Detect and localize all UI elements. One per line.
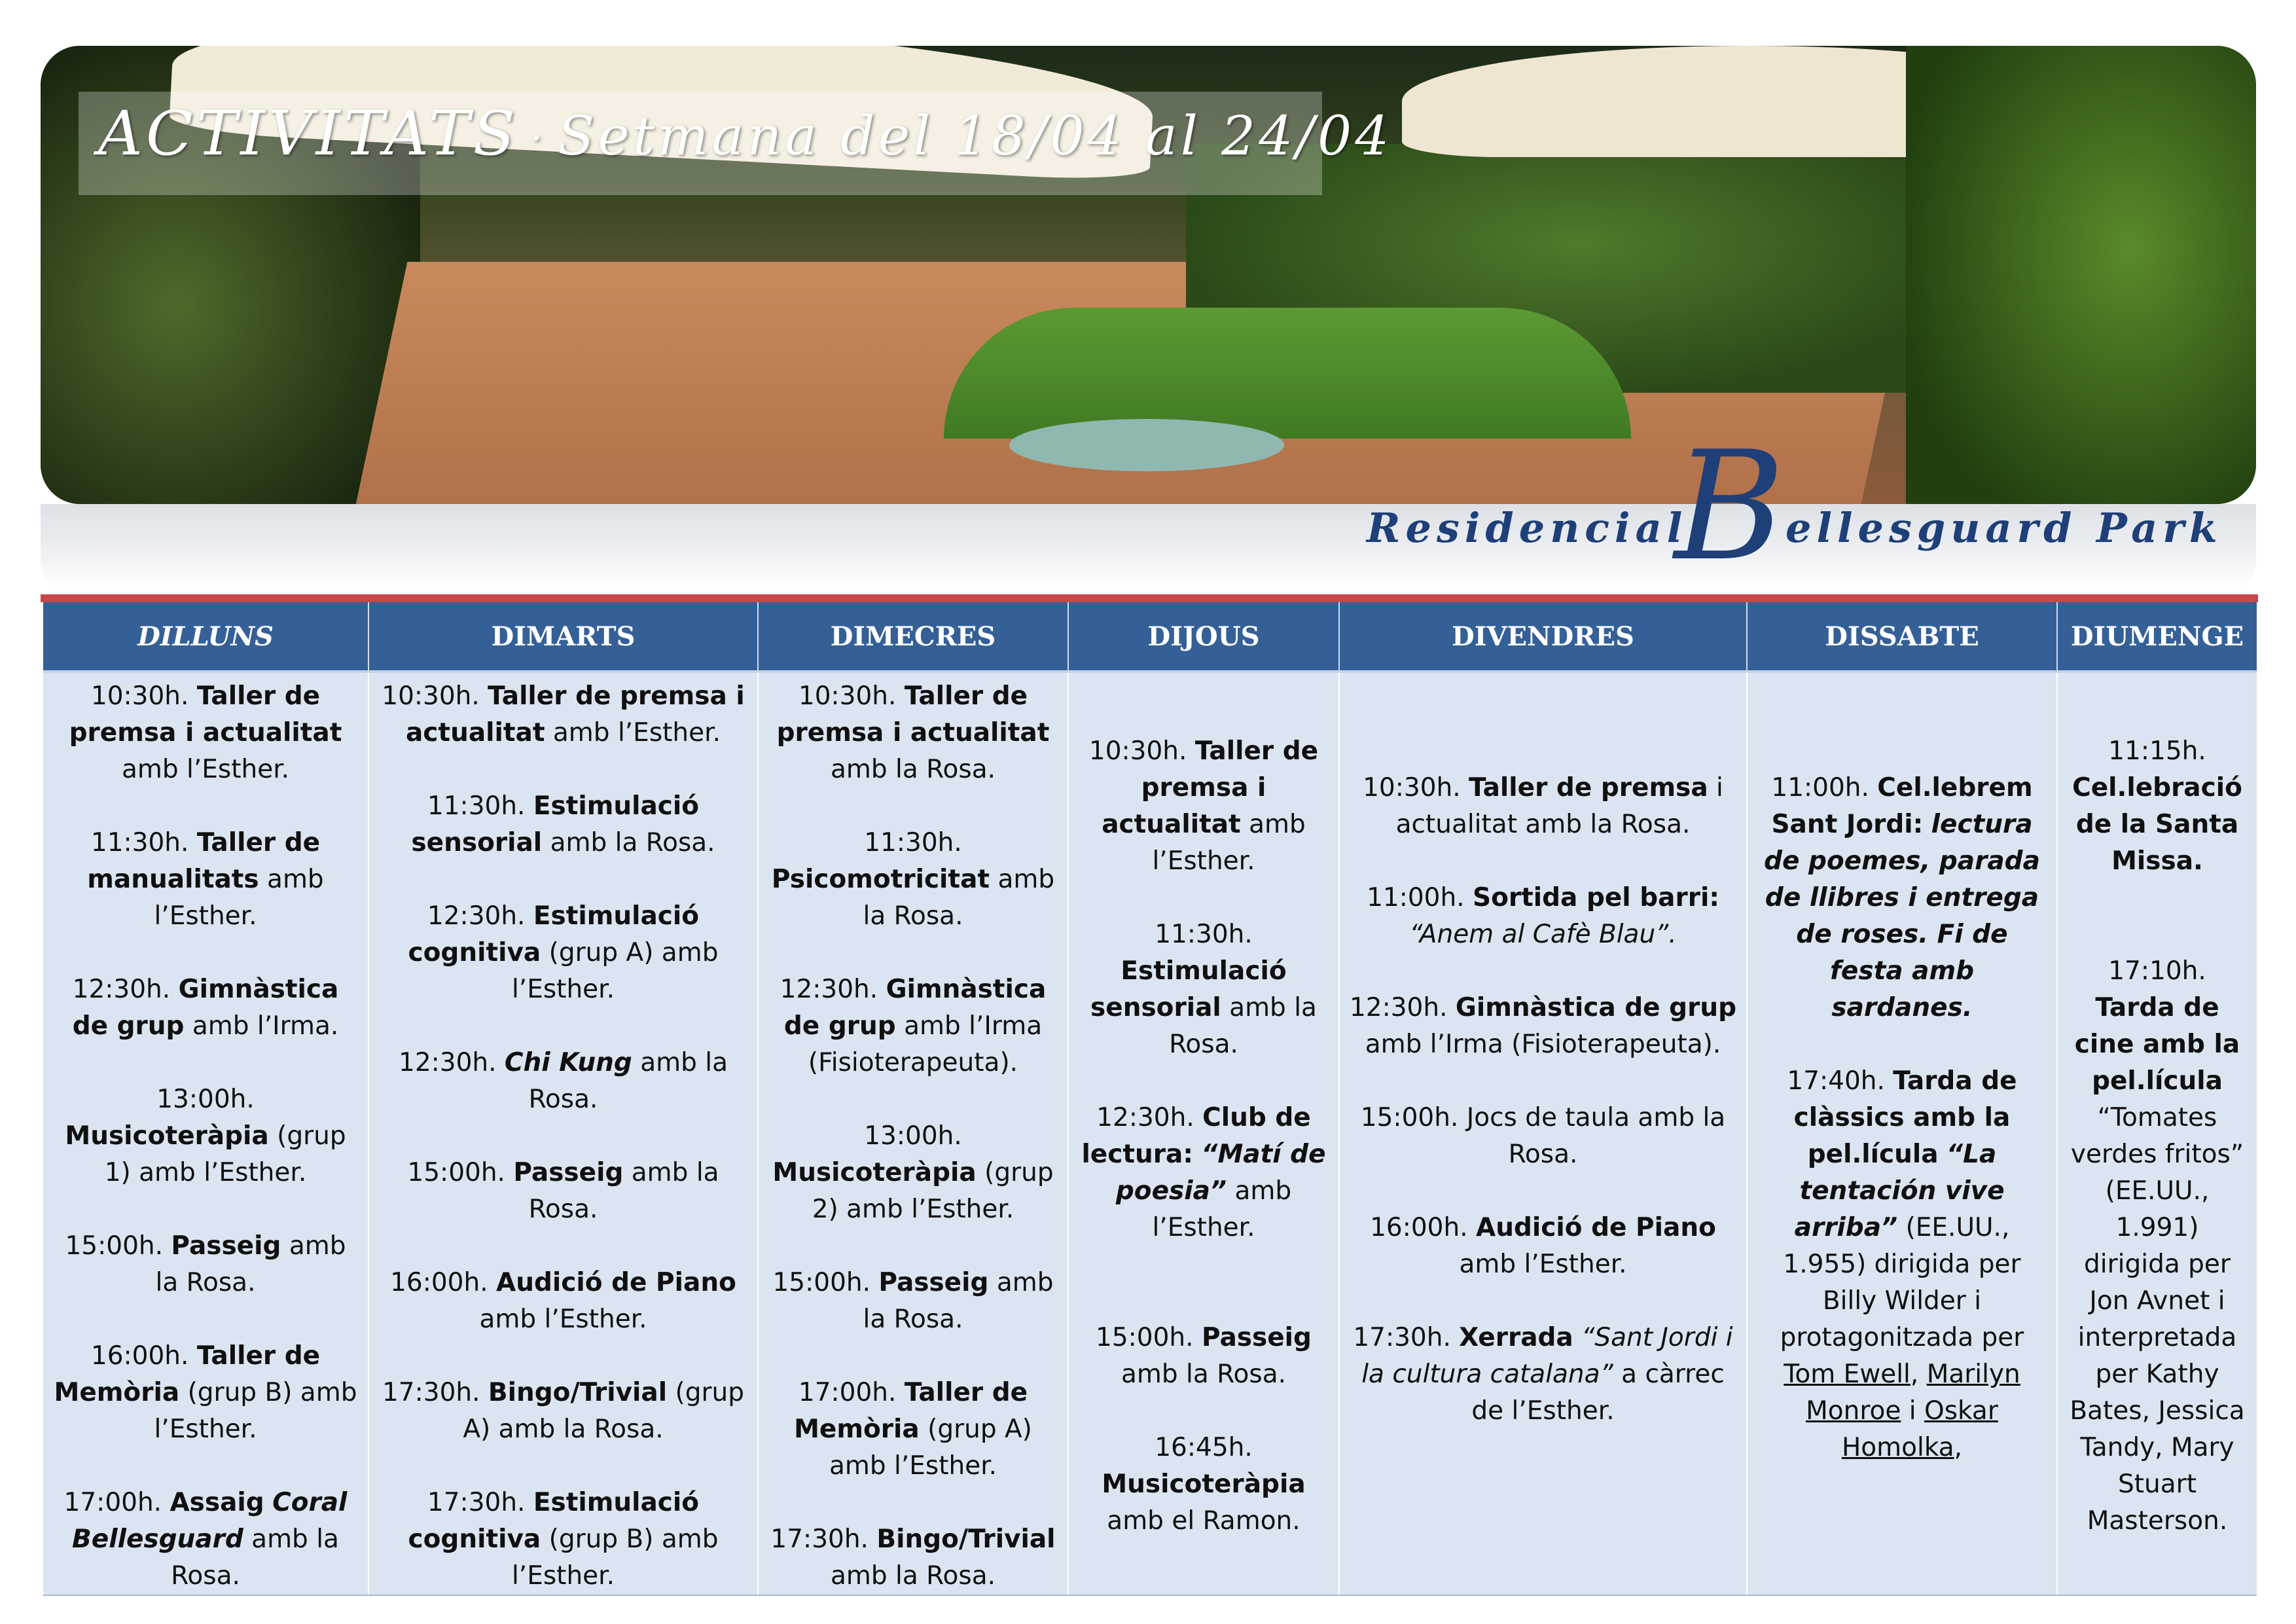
activity-name: Tarda de clàssics amb la pel.lícula [1793,1066,2017,1169]
activity-time: 15:00h. [772,1268,870,1297]
activity-name: Taller de Memòria [794,1378,1028,1444]
activity-name: Bingo/Trivial [488,1378,668,1407]
activity-time: 13:00h. [864,1121,962,1151]
activity-name: Taller de Memòria [54,1341,321,1407]
activity-time: 17:40h. [1787,1066,1885,1096]
activity-detail: amb la Rosa. [171,1525,339,1591]
activity-item [1349,770,1737,843]
accent-line [41,594,2258,602]
day-cell-diumenge [2057,672,2257,1595]
schedule-row [43,672,2257,1595]
day-cell-dimecres [758,672,1068,1595]
activity-item [378,788,748,861]
activity-name: Cel.lebrem Sant Jordi: [1771,773,2033,839]
activity-item [2067,733,2248,880]
activity-name: Estimulació sensorial [1090,956,1287,1022]
activity-time: 11:30h. [864,828,962,857]
activity-item [1757,770,2047,1026]
activity-time: 16:45h. [1155,1433,1253,1462]
day-header-row [43,602,2257,672]
activity-name-italic: lectura de poemes, parada de llibres i entrega de roses. Fi de festa amb sardanes. [1764,810,2040,1022]
activity-name: Taller de premsa i actualitat [69,681,342,748]
activity-detail: Jocs de taula amb la Rosa. [1466,1103,1726,1169]
activity-item [378,1045,748,1118]
activity-item [52,825,359,935]
activity-time: 17:00h. [63,1488,162,1517]
activity-item [52,1228,359,1301]
activity-detail: “Tomates verdes fritos” (EE.UU., 1.991) dirigida per Jon Avnet i interpretada per Kathy Bates, Jessica Tandy, Mary Stuart Masterson. [2070,1103,2245,1536]
activity-item [768,1521,1058,1595]
day-header: DISSABTE [1747,602,2057,672]
activity-item [1078,1320,1329,1393]
activity-item [768,825,1058,935]
activity-detail: amb la Rosa. [1169,993,1317,1059]
activity-detail: amb l’Esther. [154,865,324,931]
activity-time: 15:00h. [65,1231,163,1261]
activity-name: Musicoteràpia [65,1121,269,1151]
activity-item [378,1375,748,1448]
activity-detail: (grup A) amb la Rosa. [463,1378,745,1444]
activity-name: Cel.lebració de la Santa Missa. [2072,773,2242,876]
activity-item [1078,733,1329,880]
activity-name: Taller de premsa i actualitat [776,681,1050,748]
day-cell-dijous [1068,672,1339,1595]
activity-time: 15:00h. [407,1158,505,1187]
activity-name: Gimnàstica de grup [1455,993,1737,1022]
activity-time: 11:00h. [1367,883,1465,912]
activity-name: Estimulació sensorial [411,791,700,857]
activity-name: Taller de manualitats [87,828,321,894]
activity-time: 17:30h. [382,1378,480,1407]
activity-name: Gimnàstica de grup [783,975,1047,1041]
activity-time: 12:30h. [780,975,878,1004]
activity-detail: amb la Rosa. [831,1561,996,1591]
day-header: DIJOUS [1068,602,1339,672]
activity-detail: amb l’Irma (Fisioterapeuta). [1365,1030,1721,1059]
activity-time: 12:30h. [72,975,171,1004]
activity-item [52,1338,359,1448]
activity-detail: (grup A) amb l’Esther. [511,938,719,1004]
actor-name: Tom Ewell [1784,1360,1910,1389]
activity-detail: i actualitat amb la Rosa. [1395,773,1723,839]
activity-detail: amb el Ramon. [1107,1506,1300,1536]
activity-name: Musicoteràpia [772,1158,977,1187]
activity-detail: amb la Rosa. [528,1048,728,1114]
activity-item [1349,990,1737,1063]
activity-detail: amb la Rosa. [155,1231,346,1297]
activity-time: 11:30h. [1155,920,1253,949]
activity-name-italic: “Matí de poesia” [1115,1140,1326,1206]
day-header: DIVENDRES [1339,602,1747,672]
activity-item [52,1485,359,1595]
activity-time: 17:30h. [1353,1323,1451,1352]
activity-detail: amb l’Esther. [121,755,290,784]
activity-name: Bingo/Trivial [876,1525,1056,1554]
activity-time: 10:30h. [382,681,480,711]
activity-detail: amb l’Irma. [192,1011,339,1041]
activity-name: Xerrada [1459,1323,1573,1352]
brand-logo [1367,420,2231,596]
activity-name: Audició de Piano [1476,1213,1716,1242]
activity-item [1349,880,1737,953]
activity-detail: (grup B) amb l’Esther. [511,1525,719,1591]
activity-time: 12:30h. [399,1048,497,1077]
activity-time: 17:00h. [798,1378,897,1407]
activity-detail: (grup 2) amb l’Esther. [812,1158,1054,1224]
activity-time: 15:00h. [1360,1103,1459,1132]
activity-detail: amb l’Esther. [1152,810,1306,876]
activity-time: 11:00h. [1771,773,1869,803]
activity-time: 13:00h. [156,1085,255,1114]
activity-time: 15:00h. [1096,1323,1194,1352]
activity-item [1349,1210,1737,1283]
activity-detail: amb la Rosa. [550,828,715,857]
activity-name: Estimulació cognitiva [408,901,700,967]
activity-name: Audició de Piano [496,1268,736,1297]
terrace-table [1009,419,1284,471]
foliage-right [1906,46,2256,504]
schedule-table [43,602,2257,1596]
activity-item [768,1375,1058,1485]
title-main: ACTIVITATS [98,98,519,170]
day-header: DIMARTS [368,602,758,672]
activity-item [378,678,748,751]
activity-name: Musicoteràpia [1102,1470,1306,1499]
activity-item [1078,1430,1329,1540]
activity-name: Chi Kung [504,1048,632,1077]
activity-name: Passeig [171,1231,281,1261]
activity-name: Passeig [1201,1323,1312,1352]
activity-time: 12:30h. [1096,1103,1194,1132]
activity-detail: (grup 1) amb l’Esther. [104,1121,346,1187]
activity-item [52,678,359,788]
activity-name: Psicomotricitat [771,865,990,894]
activity-item [1349,1100,1737,1173]
activity-detail: amb la Rosa. [831,755,996,784]
activity-name: Sortida pel barri: [1473,883,1719,912]
activity-name: Passeig [513,1158,624,1187]
activity-name: Taller de premsa [1469,773,1708,803]
activity-detail: amb l’Esther. [479,1305,647,1334]
brand-word-residencial: Residencial [1367,504,1688,552]
activity-time: 16:00h. [390,1268,488,1297]
brand-word-park: ellesguard Park [1785,504,2223,552]
activity-detail: amb la Rosa. [863,865,1055,931]
activity-name: Taller de premsa i actualitat [405,681,745,748]
activity-detail: a càrrec de l’Esther. [1471,1360,1725,1426]
activity-detail: amb l’Esther. [1152,1176,1292,1242]
activity-time: 17:30h. [770,1525,869,1554]
activity-time: 12:30h. [1349,993,1448,1022]
actor-name: Marilyn Monroe [1806,1360,2020,1426]
activity-time: 16:00h. [90,1341,189,1371]
activity-name: Taller de premsa i actualitat [1102,736,1319,839]
activity-time: 10:30h. [1088,736,1187,766]
activity-item [2067,953,2248,1540]
activity-name: Tarda de cine amb la pel.lícula [2074,993,2240,1096]
activity-name: Assaig [170,1488,264,1517]
activity-item [378,898,748,1008]
activity-item [768,971,1058,1081]
activity-time: 10:30h. [90,681,189,711]
activity-name: Estimulació cognitiva [408,1488,700,1554]
activity-time: 11:15h. [2108,736,2206,766]
activity-detail: (grup A) amb l’Esther. [829,1415,1032,1481]
activity-item [378,1155,748,1228]
activity-detail: amb l’Irma (Fisioterapeuta). [808,1011,1043,1077]
activity-item [768,678,1058,788]
activity-detail: (grup B) amb l’Esther. [154,1378,357,1444]
activity-time: 10:30h. [798,681,897,711]
activity-name: Club de lectura: [1081,1103,1311,1169]
title-separator: · [530,115,547,162]
day-header: DIMECRES [758,602,1068,672]
activity-time: 16:00h. [1370,1213,1468,1242]
activity-name-italic: “La tentación vive arriba” [1794,1140,2005,1242]
activity-time: 10:30h. [1363,773,1461,803]
activity-detail: amb l’Esther. [1459,1250,1627,1279]
activity-item [378,1485,748,1595]
activity-item [768,1118,1058,1228]
activity-time: 12:30h. [427,901,526,931]
day-cell-dimarts [368,672,758,1595]
activity-item [768,1265,1058,1338]
activity-item: 17:40h. Tarda de clàssics amb la pel.lícula “La tentación vive arriba” (EE.UU., 1.955) dirigida per Billy Wilder i protagonitzada per Tom Ewell, Marilyn Monroe i Oskar Homolka, [1780,1066,2024,1462]
activity-time: 11:30h. [427,791,526,821]
activity-item [1078,916,1329,1063]
activity-name-italic: Coral Bellesguard [72,1488,348,1554]
activity-name: Gimnàstica de grup [72,975,339,1041]
activity-item [52,1081,359,1191]
activity-detail: amb la Rosa. [528,1158,719,1224]
activity-item [1078,1100,1329,1246]
activity-time: 17:10h. [2108,956,2206,986]
day-cell-dilluns [43,672,368,1595]
activity-item [378,1265,748,1338]
page-title [98,98,1392,170]
activity-detail: (EE.UU., 1.955) dirigida per Billy Wilder i protagonitzada per [1780,1213,2024,1352]
activity-time: 11:30h. [90,828,189,857]
lawn [944,308,1631,439]
activity-detail-italic: “Anem al Cafè Blau”. [1409,920,1677,949]
brand-initial: B [1674,420,1785,594]
title-week: Setmana del 18/04 al 24/04 [558,105,1393,168]
activity-detail-italic: “Sant Jordi i la cultura catalana” [1361,1323,1733,1389]
day-cell-dissabte [1747,672,2057,1595]
activity-detail: amb la Rosa. [1121,1360,1286,1389]
actor-name: Oskar Homolka [1841,1396,1998,1462]
activity-time: 17:30h. [427,1488,526,1517]
activity-item [52,971,359,1045]
activity-item [1349,1320,1737,1430]
day-header: DILLUNS [43,602,368,672]
day-header: DIUMENGE [2057,602,2257,672]
activity-detail: amb l’Esther. [552,718,721,748]
activity-name: Passeig [878,1268,989,1297]
day-cell-divendres [1339,672,1747,1595]
activity-detail: amb la Rosa. [863,1268,1054,1334]
